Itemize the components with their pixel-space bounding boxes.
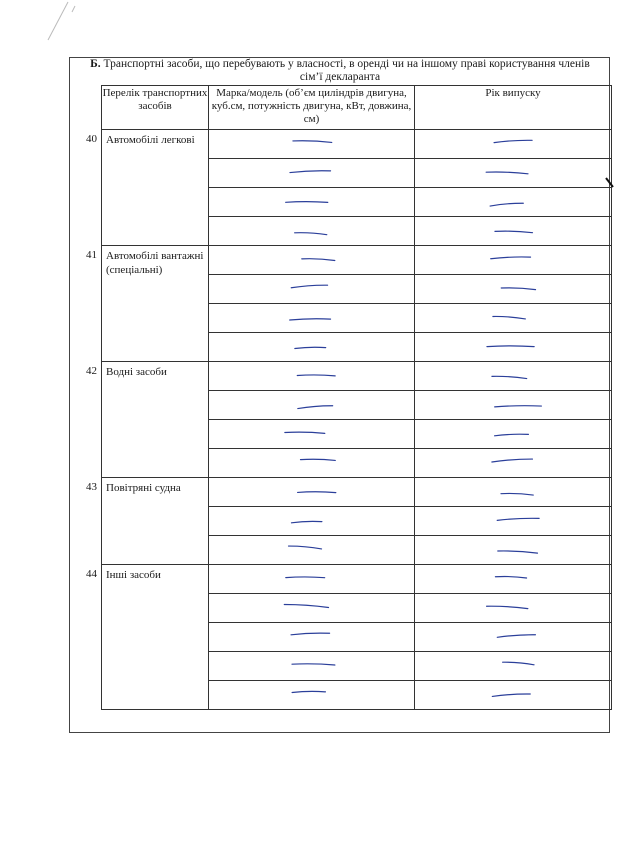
- table-row: [102, 246, 612, 275]
- row-number: 44: [86, 567, 97, 580]
- year-cell: [415, 652, 612, 681]
- table-row: [102, 130, 612, 159]
- model-cell: [209, 536, 415, 565]
- row-number: 40: [86, 132, 97, 145]
- model-cell: [209, 217, 415, 246]
- row-number: 42: [86, 364, 97, 377]
- row-number: 41: [86, 248, 97, 261]
- vehicles-table: [101, 85, 612, 710]
- model-cell: [209, 449, 415, 478]
- vehicle-type-cell: Повітряні судна: [102, 478, 209, 565]
- model-cell: [209, 246, 415, 275]
- model-cell: [209, 130, 415, 159]
- model-cell: [209, 623, 415, 652]
- year-cell: [415, 391, 612, 420]
- margin-ink-mark: [604, 176, 616, 190]
- year-cell: [415, 420, 612, 449]
- year-cell: [415, 594, 612, 623]
- header-vehicle-type: Перелік транспортних засобів: [102, 86, 209, 130]
- model-cell: [209, 333, 415, 362]
- year-cell: [415, 507, 612, 536]
- model-cell: [209, 507, 415, 536]
- model-cell: [209, 159, 415, 188]
- section-letter: Б.: [90, 58, 101, 70]
- vehicle-type-cell: Автомобілі вантажні (спеціальні): [102, 246, 209, 362]
- corner-pencil-mark: [20, 0, 80, 60]
- model-cell: [209, 565, 415, 594]
- year-cell: [415, 130, 612, 159]
- table-row: [102, 565, 612, 594]
- model-cell: [209, 304, 415, 333]
- year-cell: [415, 681, 612, 710]
- year-cell: [415, 478, 612, 507]
- table-row: [102, 478, 612, 507]
- model-cell: [209, 275, 415, 304]
- year-cell: [415, 217, 612, 246]
- header-model: Марка/модель (об’єм циліндрів двигуна, куб.см, потужність двигуна, кВт, довжина, см): [209, 86, 415, 130]
- model-cell: [209, 681, 415, 710]
- year-cell: [415, 246, 612, 275]
- vehicle-type-cell: Водні засоби: [102, 362, 209, 478]
- header-year: Рік випуску: [415, 86, 612, 130]
- model-cell: [209, 188, 415, 217]
- table-row: [102, 362, 612, 391]
- table-header-row: [102, 86, 612, 130]
- model-cell: [209, 362, 415, 391]
- year-cell: [415, 275, 612, 304]
- model-cell: [209, 594, 415, 623]
- row-number: 43: [86, 480, 97, 493]
- year-cell: [415, 623, 612, 652]
- vehicle-type-cell: Автомобілі легкові: [102, 130, 209, 246]
- model-cell: [209, 478, 415, 507]
- vehicle-type-cell: Інші засоби: [102, 565, 209, 710]
- model-cell: [209, 391, 415, 420]
- year-cell: [415, 362, 612, 391]
- year-cell: [415, 159, 612, 188]
- year-cell: [415, 565, 612, 594]
- year-cell: [415, 333, 612, 362]
- year-cell: [415, 188, 612, 217]
- model-cell: [209, 420, 415, 449]
- section-heading: [80, 58, 600, 84]
- year-cell: [415, 449, 612, 478]
- model-cell: [209, 652, 415, 681]
- year-cell: [415, 304, 612, 333]
- year-cell: [415, 536, 612, 565]
- section-title: Транспортні засоби, що перебувають у власності, в оренді чи на іншому праві користування членів сім’ї декларанта: [103, 58, 590, 83]
